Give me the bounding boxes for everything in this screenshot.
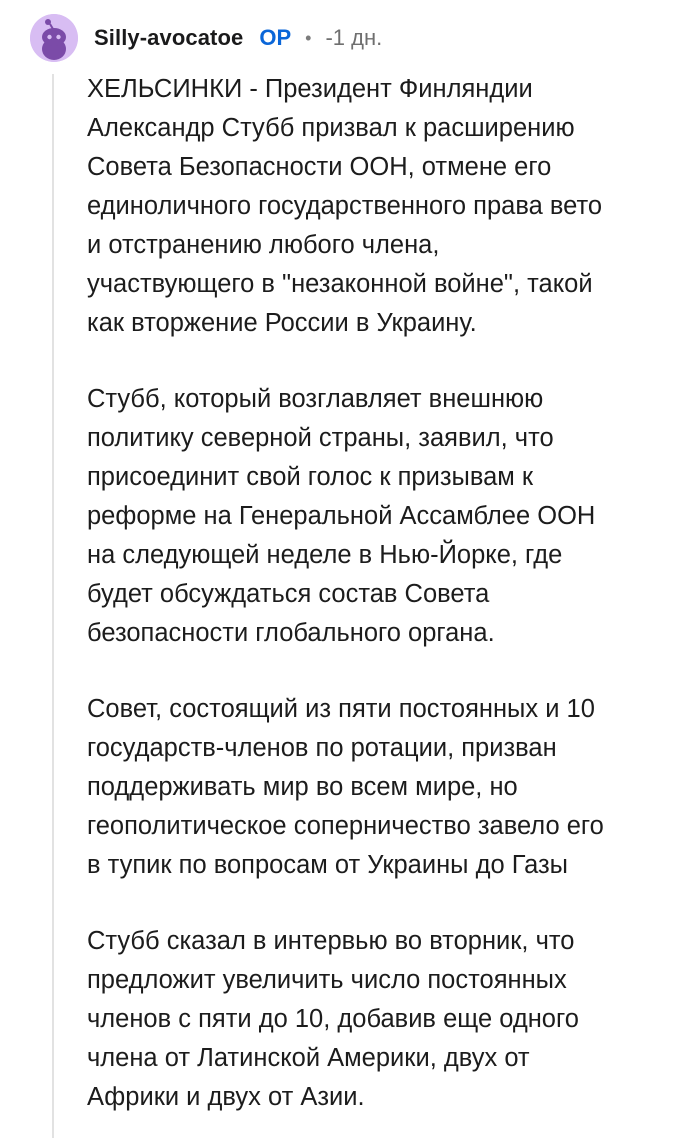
op-badge: OP bbox=[259, 25, 292, 50]
reddit-snoo-avatar-icon[interactable] bbox=[30, 14, 78, 62]
comment-header bbox=[30, 14, 382, 62]
separator-dot: • bbox=[305, 27, 312, 48]
comment-timestamp: -1 дн. bbox=[325, 25, 383, 50]
comment-paragraph: Совет, состоящий из пяти постоянных и 10 государств-членов по ротации, призван поддерживать мир во всем мире, но геополитическое соперничество завело его в тупик по вопросам от Украины до Газы bbox=[87, 695, 604, 879]
comment-paragraph: Стубб сказал в интервью во вторник, что предложит увеличить число постоянных членов с пяти до 10, добавив еще одного члена от Латинской Америки, двух от Африки и двух от Азии. bbox=[87, 927, 579, 1111]
comment-body bbox=[87, 70, 677, 1138]
thread-line[interactable] bbox=[52, 74, 54, 1138]
comment-paragraph: ХЕЛЬСИНКИ - Президент Финляндии Александр Стубб призвал к расширению Совета Безопасности ООН, отмене его единоличного государственного права вето и отстранению любого члена, участвующего в "незаконной войне", такой как вторжение России в Украину. bbox=[87, 75, 603, 337]
comment-paragraph: Стубб, который возглавляет внешнюю политику северной страны, заявил, что присоединит свой голос к призывам к реформе на Генеральной Ассамблее ООН на следующей неделе в Нью-Йорке, где будет обсуждаться состав Совета безопасности глобального органа. bbox=[87, 385, 596, 647]
username[interactable]: Silly-avocatoe bbox=[94, 25, 244, 50]
